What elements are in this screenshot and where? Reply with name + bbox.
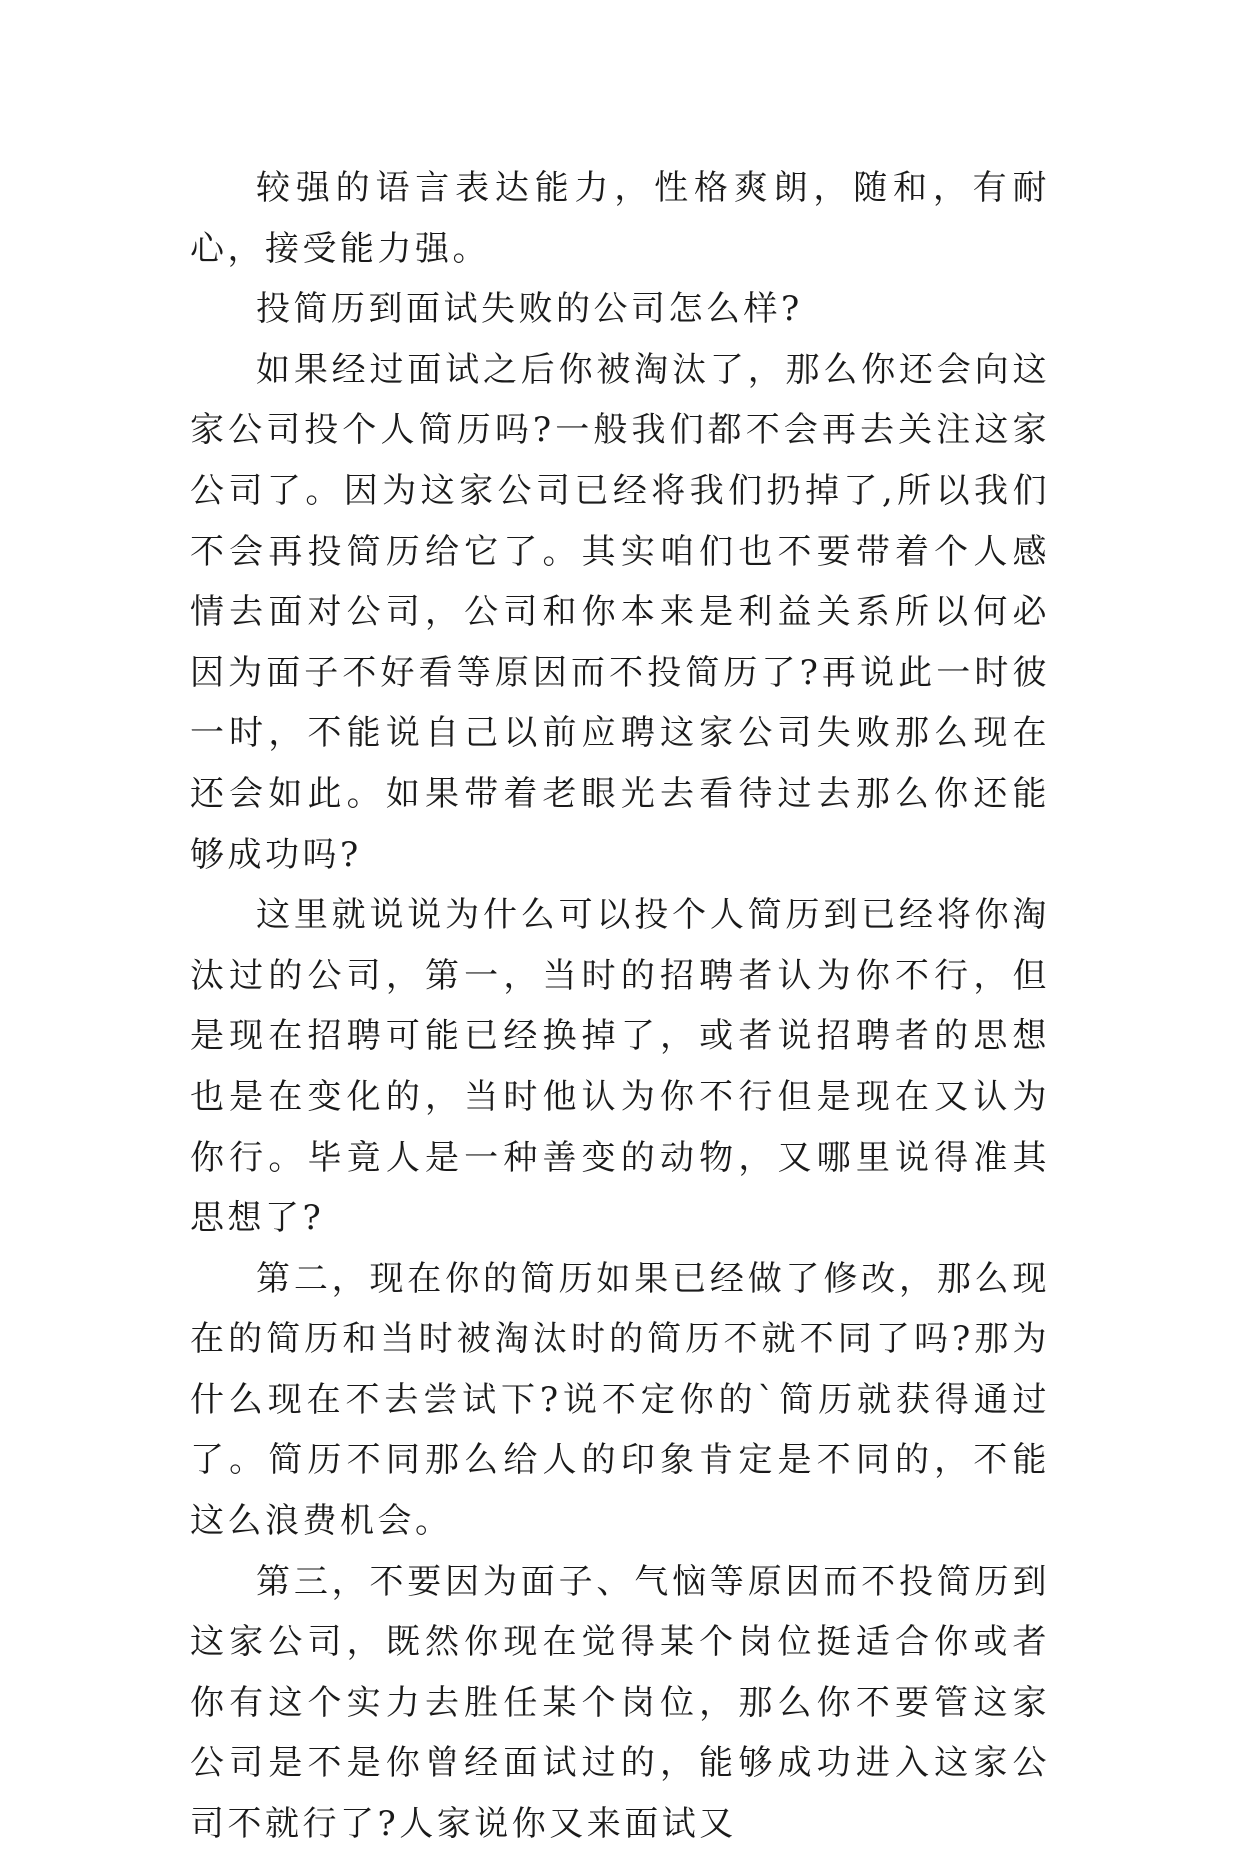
paragraph-reason-third: 第三，不要因为面子、气恼等原因而不投简历到这家公司，既然你现在觉得某个岗位挺适合你或者你有这个实力去胜任某个岗位，那么你不要管这家公司是不是你曾经面试过的，能够成功进入这家公司不就行了?人家说你又来面试又: [190, 1561, 1050, 1845]
document-body: [190, 158, 1050, 1855]
paragraph-reason-second: 第二，现在你的简历如果已经做了修改，那么现在的简历和当时被淘汰时的简历不就不同了吗?那为什么现在不去尝试下?说不定你的`简历就获得通过了。简历不同那么给人的印象肯定是不同的，不能这么浪费机会。: [190, 1258, 1050, 1542]
paragraph-eliminated: 如果经过面试之后你被淘汰了，那么你还会向这家公司投个人简历吗?一般我们都不会再去关注这家公司了。因为这家公司已经将我们扔掉了,所以我们不会再投简历给它了。其实咱们也不要带着个人感情去面对公司，公司和你本来是利益关系所以何必因为面子不好看等原因而不投简历了?再说此一时彼一时，不能说自己以前应聘这家公司失败那么现在还会如此。如果带着老眼光去看待过去那么你还能够成功吗?: [190, 349, 1050, 875]
paragraph-heading-question: 投简历到面试失败的公司怎么样?: [256, 289, 803, 330]
paragraph-reason-first: 这里就说说为什么可以投个人简历到已经将你淘汰过的公司，第一，当时的招聘者认为你不行，但是现在招聘可能已经换掉了，或者说招聘者的思想也是在变化的，当时他认为你不行但是现在又认为你行。毕竟人是一种善变的动物，又哪里说得准其思想了?: [190, 895, 1050, 1239]
paragraph-abilities: 较强的语言表达能力，性格爽朗，随和，有耐心，接受能力强。: [190, 168, 1050, 269]
